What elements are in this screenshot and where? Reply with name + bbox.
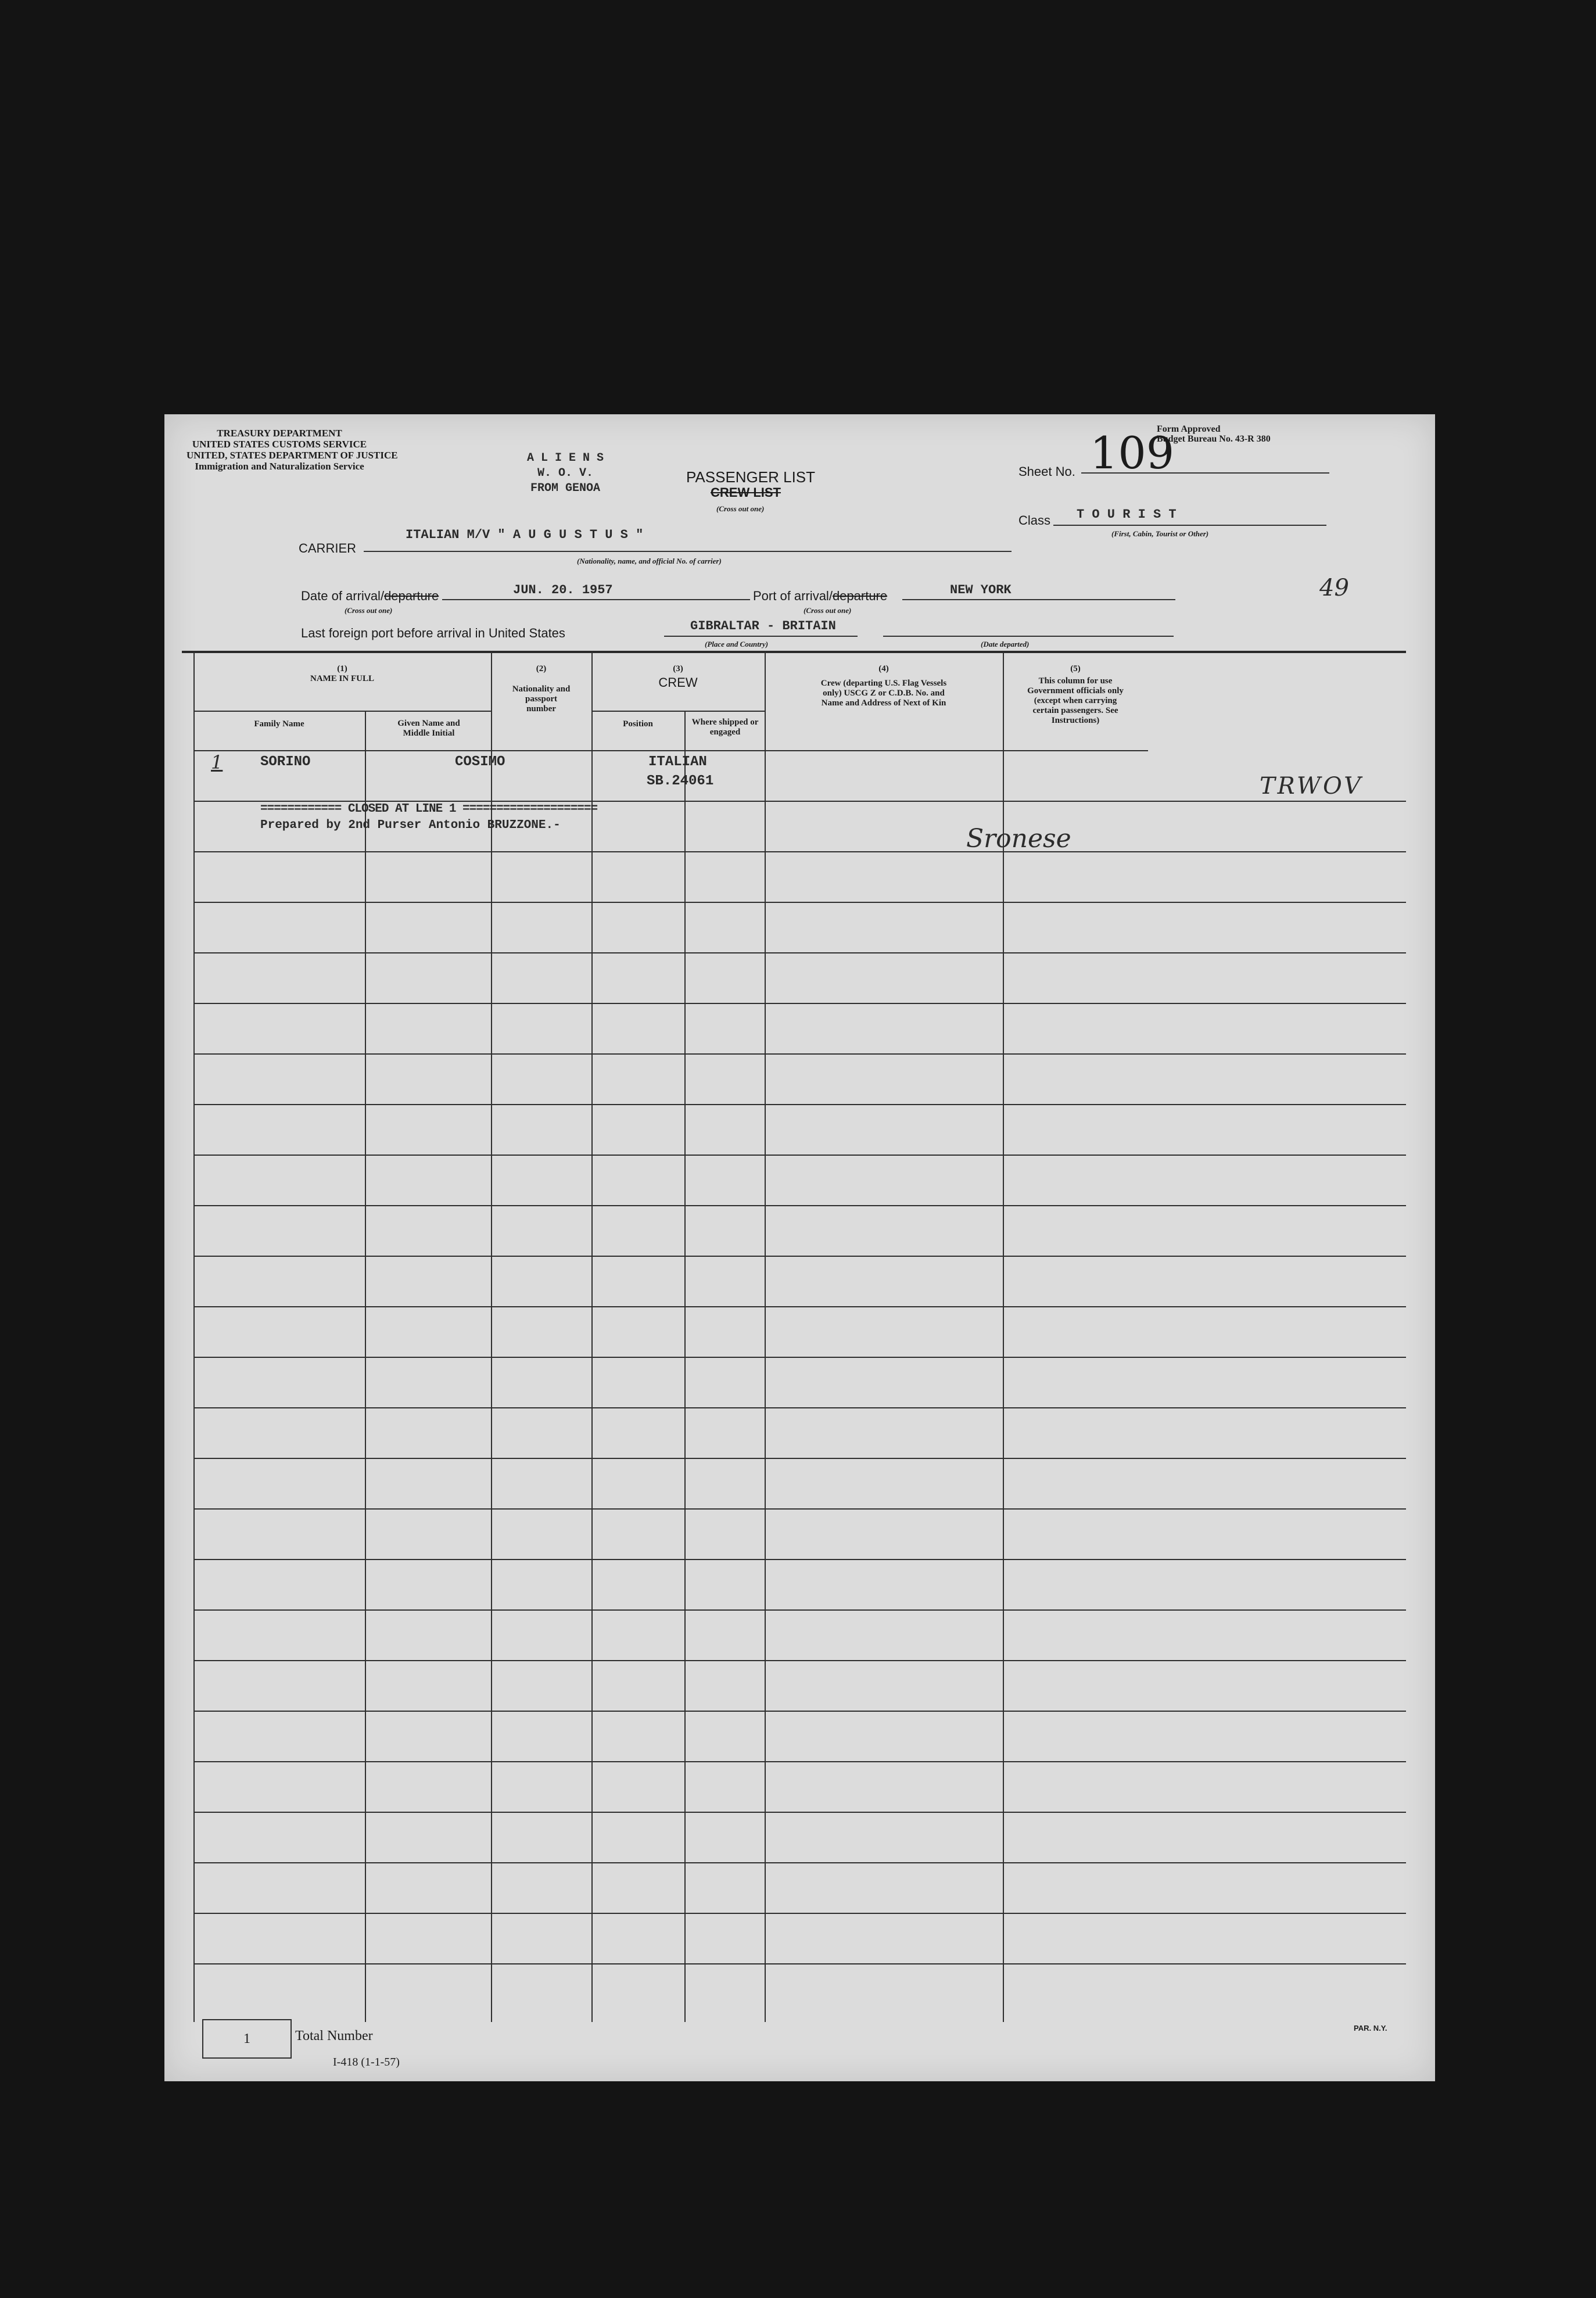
carrier-label: CARRIER <box>299 541 357 555</box>
given-name-cell: COSIMO <box>455 754 505 770</box>
aliens-stamp <box>496 451 635 496</box>
family-name-cell: SORINO <box>260 754 311 770</box>
head-mid-rule-4 <box>765 750 1003 751</box>
table-row-rule <box>193 1812 1406 1813</box>
table-row-rule <box>193 902 1406 903</box>
carrier-note: (Nationality, name, and official No. of carrier) <box>577 557 722 565</box>
col1a-header: Family Name <box>254 719 304 729</box>
table-row-rule <box>193 1660 1406 1661</box>
table-row-rule <box>193 1357 1406 1358</box>
closed-note: ============ CLOSED AT LINE 1 ==================== <box>260 802 598 816</box>
port-label-crossed: departure <box>832 589 888 603</box>
col3a-header: Position <box>623 719 653 729</box>
prepared-note: Prepared by 2nd Purser Antonio BRUZZONE.- <box>260 819 561 832</box>
date-departed-underline <box>883 636 1174 637</box>
handwritten-number: 49 <box>1319 575 1349 601</box>
table-row-rule <box>193 1963 1406 1964</box>
col2-number: (2) <box>536 664 547 673</box>
col4-number: (4) <box>878 664 889 673</box>
table-row-rule <box>193 952 1406 953</box>
nationality-cell: ITALIAN <box>648 754 707 770</box>
sheet-number: 109 <box>1090 427 1175 479</box>
form-title-crossed: CREW LIST <box>711 485 781 500</box>
col2-header <box>491 664 591 714</box>
last-port-label: Last foreign port before arrival in United States <box>301 626 565 640</box>
table-row-rule <box>193 1104 1406 1105</box>
passport-cell: SB.24061 <box>647 773 714 789</box>
table-row-rule <box>193 1761 1406 1762</box>
document-page <box>164 414 1435 2081</box>
date-departed-note: (Date departed) <box>981 640 1030 648</box>
signature: Sronese <box>966 824 1071 854</box>
port-label <box>753 589 887 604</box>
table-row-rule <box>193 851 1406 852</box>
col1-number: (1) <box>337 664 347 673</box>
table-row-rule <box>193 1155 1406 1156</box>
table-row-rule <box>193 1256 1406 1257</box>
col5-title: This column for use Government officials only (except when carrying certain passengers. See Instructions) <box>1027 676 1124 725</box>
date-cross-out-note: (Cross out one) <box>345 606 393 615</box>
col-line-2 <box>491 651 492 2022</box>
col-line-6 <box>1003 651 1004 2022</box>
port-underline <box>902 599 1175 600</box>
col3b-header: Where shipped or engaged <box>691 718 759 737</box>
carrier-value: ITALIAN M/V " A U G U S T U S " <box>406 528 644 542</box>
table-row-rule <box>193 801 1406 802</box>
form-title: PASSENGER LIST <box>686 468 816 486</box>
port-cross-out-note: (Cross out one) <box>804 606 852 615</box>
table-row-rule <box>193 1205 1406 1206</box>
col5-header <box>1003 664 1148 726</box>
table-row-rule <box>193 1053 1406 1055</box>
table-row-rule <box>193 1609 1406 1611</box>
last-port-underline <box>664 636 858 637</box>
col1b-header: Given Name and Middle Initial <box>397 719 460 738</box>
table-top-rule <box>182 651 1406 653</box>
col3-title: CREW <box>658 675 698 690</box>
carrier-underline <box>364 551 1012 552</box>
agency-line-1: TREASURY DEPARTMENT <box>217 428 342 439</box>
port-label-text: Port of arrival/ <box>753 589 833 603</box>
table-row-rule <box>193 1306 1406 1307</box>
stamp-line-2: W. O. V. <box>537 467 593 480</box>
port-value: NEW YORK <box>950 583 1012 597</box>
last-port-value: GIBRALTAR - BRITAIN <box>690 619 836 633</box>
table-row-rule <box>193 1862 1406 1863</box>
form-number: I-418 (1-1-57) <box>333 2056 400 2068</box>
class-label: Class <box>1018 513 1051 528</box>
col-line-0 <box>193 651 195 2022</box>
col-line-3 <box>591 651 593 2022</box>
class-note: (First, Cabin, Tourist or Other) <box>1111 529 1209 538</box>
title-cross-out-note: (Cross out one) <box>716 504 765 513</box>
total-label: Total Number <box>295 2028 373 2044</box>
table-row-rule <box>193 1407 1406 1408</box>
table-row-rule <box>193 1458 1406 1459</box>
total-value: 1 <box>243 2031 250 2046</box>
official-mark: TRWOV <box>1260 773 1364 800</box>
head-mid-rule-3 <box>591 711 765 712</box>
class-underline <box>1053 525 1326 526</box>
agency-line-2: UNITED STATES CUSTOMS SERVICE <box>192 439 367 450</box>
date-label-crossed: departure <box>384 589 439 603</box>
table-row-rule <box>193 1003 1406 1004</box>
line-number: 1 <box>211 751 223 773</box>
class-value: T O U R I S T <box>1077 507 1177 522</box>
col4-header <box>765 664 1003 708</box>
table-row-rule <box>193 1559 1406 1560</box>
date-underline <box>442 599 750 600</box>
budget-bureau: Budget Bureau No. 43-R 380 <box>1157 434 1271 444</box>
col-line-1 <box>365 711 366 2022</box>
col3-header <box>591 664 765 690</box>
col3-number: (3) <box>673 664 683 673</box>
stamp-line-1: A L I E N S <box>526 451 604 465</box>
col-line-5 <box>765 651 766 2022</box>
table-row-rule <box>193 1913 1406 1914</box>
total-box <box>202 2019 292 2059</box>
printer-mark: PAR. N.Y. <box>1354 2024 1387 2032</box>
col2-title: Nationality and passport number <box>512 684 571 714</box>
stamp-line-3: FROM GENOA <box>530 482 601 495</box>
date-value: JUN. 20. 1957 <box>513 583 613 597</box>
table-row-rule <box>193 1711 1406 1712</box>
col1-title: NAME IN FULL <box>310 674 374 683</box>
table-row-rule <box>193 1508 1406 1510</box>
sheet-label: Sheet No. <box>1018 464 1075 479</box>
place-note: (Place and Country) <box>705 640 769 648</box>
col1-header <box>193 664 491 684</box>
date-label <box>301 589 439 604</box>
col4-title: Crew (departing U.S. Flag Vessels only) USCG Z or C.D.B. No. and Name and Address of Next of Kin <box>820 679 947 708</box>
col5-number: (5) <box>1070 664 1081 673</box>
head-mid-rule-5 <box>1003 750 1148 751</box>
form-approved: Form Approved <box>1157 424 1221 434</box>
agency-block <box>187 428 398 472</box>
col-line-4 <box>684 711 686 2022</box>
head-mid-rule-1 <box>193 711 491 712</box>
agency-line-4: Immigration and Naturalization Service <box>195 461 364 472</box>
agency-line-3: UNITED, STATES DEPARTMENT OF JUSTICE <box>187 450 398 461</box>
date-label-text: Date of arrival/ <box>301 589 385 603</box>
